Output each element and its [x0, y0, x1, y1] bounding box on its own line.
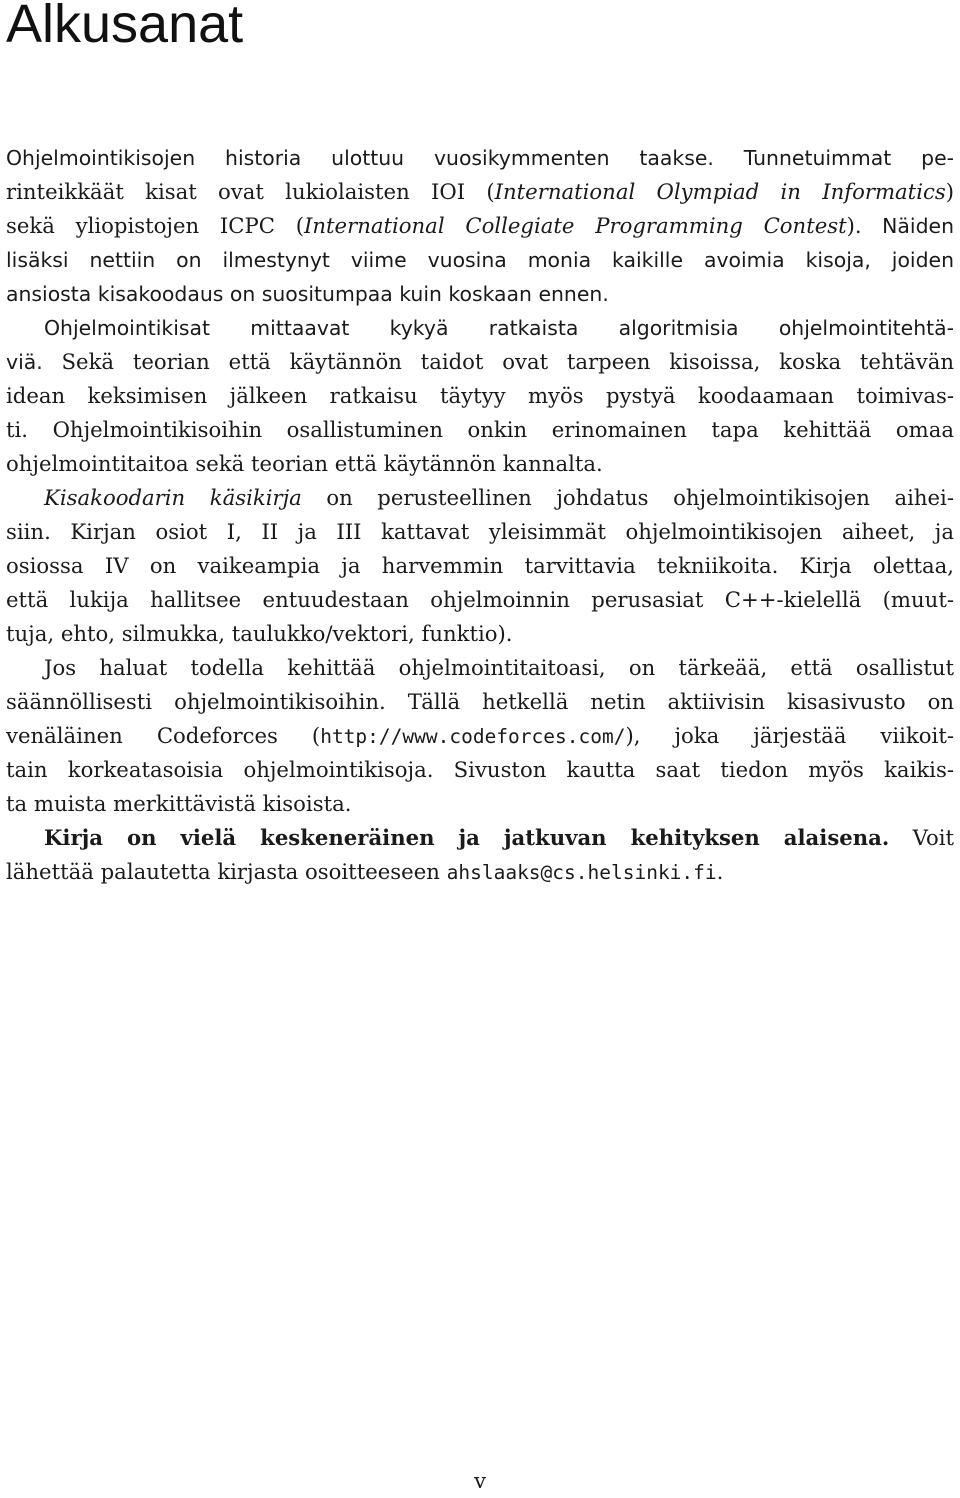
text-line: Kirja on vielä keskeneräinen ja jatkuvan kehityksen alaisena. Voit — [44, 825, 954, 850]
draft-notice: Kirja on vielä keskeneräinen ja jatkuvan kehityksen alaisena. — [44, 825, 890, 850]
text-line: osiossa IV on vaikeampia ja harvemmin tarvittavia tekniikoita. Kirja olettaa, — [6, 553, 954, 578]
paragraph-2 — [6, 311, 954, 481]
icpc-full-name: International Collegiate Programming Contest — [304, 213, 847, 238]
feedback-email[interactable]: ahslaaks@cs.helsinki.fi — [446, 861, 717, 884]
text-line: rinteikkäät kisat ovat lukiolaisten IOI (International Olympiad in Informatics) — [6, 179, 954, 204]
text-line: viä. Sekä teorian että käytännön taidot ovat tarpeen kisoissa, koska tehtävän — [6, 349, 954, 374]
text-line: Ohjelmointikisojen historia ulottuu vuosikymmenten taakse. Tunnetuimmat pe- — [6, 146, 954, 170]
book-title: Kisakoodarin käsikirja — [44, 485, 302, 510]
text-line: sekä yliopistojen ICPC (International Collegiate Programming Contest). Näiden — [6, 213, 955, 238]
ioi-full-name: International Olympiad in Informatics — [494, 179, 946, 204]
paragraph-1 — [6, 141, 954, 311]
text-line: säännöllisesti ohjelmointikisoihin. Tällä hetkellä netin aktiivisin kisasivusto on — [6, 689, 954, 714]
paragraph-5 — [6, 821, 954, 889]
text-line: Jos haluat todella kehittää ohjelmointitaitoasi, on tärkeää, että osallistut — [44, 655, 954, 680]
paragraph-4 — [6, 651, 954, 821]
page-number: v — [474, 1469, 486, 1493]
text-line: ansiosta kisakoodaus on suositumpaa kuin koskaan ennen. — [6, 282, 609, 306]
text-line: lisäksi nettiin on ilmestynyt viime vuosina monia kaikille avoimia kisoja, joiden — [6, 248, 954, 272]
text-line: Kisakoodarin käsikirja on perusteellinen johdatus ohjelmointikisojen aihei- — [44, 485, 954, 510]
text-line: ta muista merkittävistä kisoista. — [6, 791, 352, 816]
text-line: lähettää palautetta kirjasta osoitteeseen ahslaaks@cs.helsinki.fi. — [6, 859, 724, 884]
text-line: ohjelmointitaitoa sekä teorian että käytännön kannalta. — [6, 451, 603, 476]
text-line: Ohjelmointikisat mittaavat kykyä ratkaista algoritmisia ohjelmointitehtä- — [44, 316, 954, 340]
text-line: tuja, ehto, silmukka, taulukko/vektori, funktio). — [6, 621, 513, 646]
text-line: venäläinen Codeforces (http://www.codeforces.com/), joka järjestää viikoit- — [6, 723, 954, 748]
text-line: siin. Kirjan osiot I, II ja III kattavat yleisimmät ohjelmointikisojen aiheet, ja — [6, 519, 954, 544]
text-line: ti. Ohjelmointikisoihin osallistuminen onkin erinomainen tapa kehittää omaa — [6, 417, 954, 442]
paragraph-3 — [6, 481, 954, 651]
chapter-title: Alkusanat — [6, 0, 244, 54]
text-line: tain korkeatasoisia ohjelmointikisoja. Sivuston kautta saat tiedon myös kaikis- — [6, 757, 954, 782]
text-line: idean keksimisen jälkeen ratkaisu täytyy myös pystyä koodaamaan toimivas- — [6, 383, 954, 408]
text-line: että lukija hallitsee entuudestaan ohjelmoinnin perusasiat C++-kielellä (muut- — [6, 587, 954, 612]
codeforces-url[interactable]: http://www.codeforces.com/ — [320, 725, 626, 748]
body-text — [6, 141, 954, 889]
